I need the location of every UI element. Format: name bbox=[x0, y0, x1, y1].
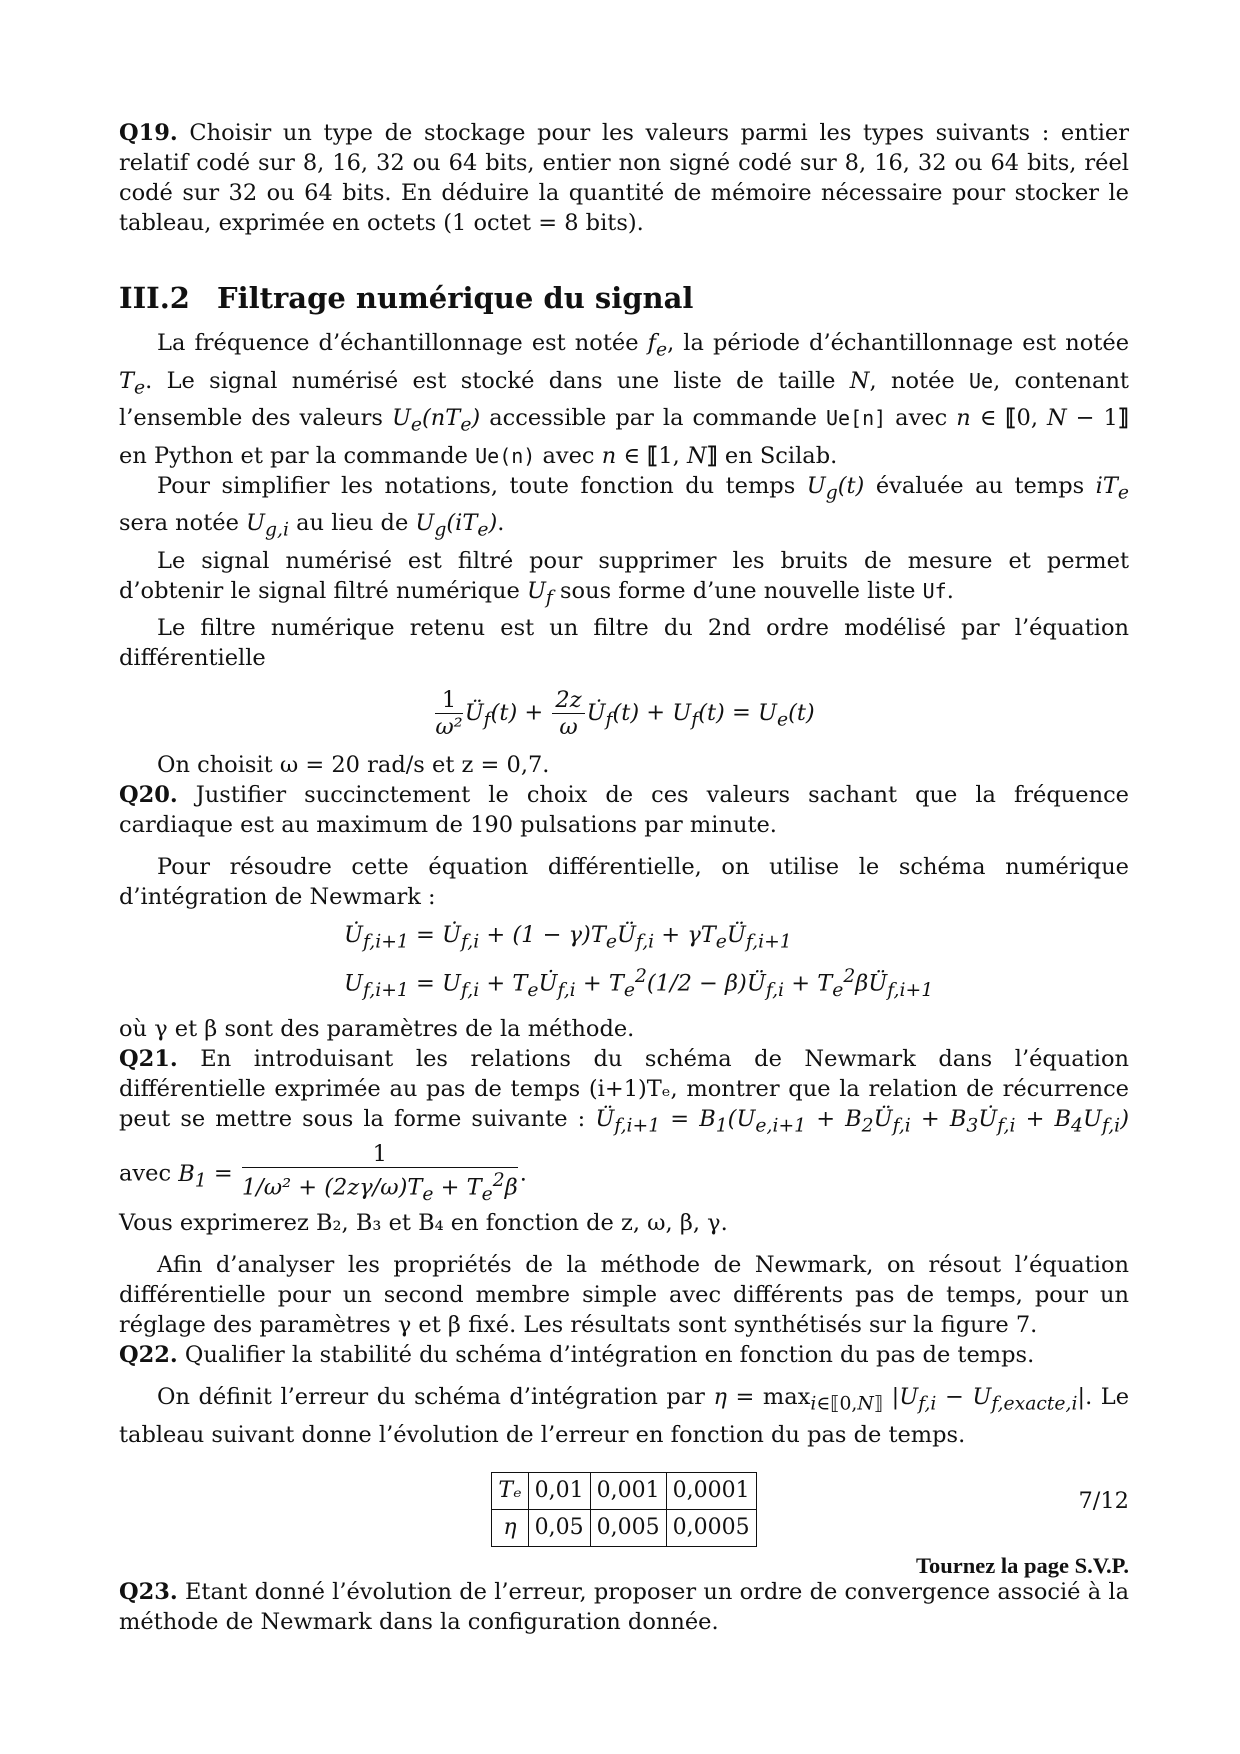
text-run: , notée bbox=[869, 367, 969, 394]
code-ue: Ue bbox=[968, 368, 994, 393]
text-run: au lieu de bbox=[288, 510, 416, 536]
newmark-scheme: $U̇_{f,i+1}$ = $U̇_{f,i} + (1$ − $\gamma)T_eÜ_{f,i}$ + $\gamma T_eÜ_{f,i+1}$ $U_{f,i+1} = U_{f,i}$ + $T_eU̇_{f,i} + T_e^2(1/2$ − $\beta)Ü_{f,i}$ + $T_e^2\beta Ü_{f,i+1}$ bbox=[344, 922, 934, 1001]
text-run: . bbox=[946, 577, 954, 604]
section-title: Filtrage numérique du signal bbox=[217, 281, 694, 315]
question-label: Q22. bbox=[119, 1342, 178, 1368]
section-heading bbox=[119, 278, 1129, 318]
text-run: Le signal numérisé est filtré pour supprimer les bruits de mesure et permet d’obtenir le signal filtré numérique bbox=[119, 547, 1129, 604]
code-uf: Uf bbox=[922, 578, 947, 603]
text-run: en Python et par la commande bbox=[119, 442, 476, 469]
text-run: Pour simplifier les notations, toute fonction du temps bbox=[157, 472, 807, 499]
question-19 bbox=[119, 118, 1129, 238]
page-number: 7/12 bbox=[1078, 1488, 1129, 1514]
text-run: sous forme d’une nouvelle liste bbox=[552, 577, 923, 604]
paragraph-newmark: Pour résoudre cette équation différentielle, on utilise le schéma numérique d’intégration de Newmark : bbox=[119, 854, 1129, 910]
text-run: On définit l’erreur du schéma d’intégration par bbox=[157, 1384, 714, 1410]
question-label: Q21. bbox=[119, 1045, 178, 1072]
question-label: Q23. bbox=[119, 1578, 178, 1605]
text-run: accessible par la commande bbox=[480, 405, 826, 431]
row-header: η bbox=[492, 1509, 528, 1546]
code-ue-scilab: Ue(n) bbox=[475, 443, 536, 468]
paragraph-filtering: Le signal numérisé est filtré pour supprimer les bruits de mesure et permet d’obtenir le signal filtré numérique $U_f$ sous forme d’une nouvelle liste Uf. bbox=[119, 547, 1129, 608]
parameter-choice: On choisit ω = 20 rad/s et z = 0,7. bbox=[157, 752, 550, 778]
differential-equation: $\frac{1}{\text{ω²}}$ $Ü_f(t)$ + $\frac{2z}{\omega}$ $U̇_f(t) + U_f(t) = U_e(t)$ bbox=[435, 687, 815, 740]
table-row bbox=[492, 1509, 756, 1546]
paragraph-notation: Pour simplifier les notations, toute fonction du temps $U_g(t)$ évaluée au temps $iT_e$ sera notée $U_{g,i}$ au lieu de $U_g(iT_e)$. bbox=[119, 472, 1129, 541]
text-run: avec bbox=[119, 1160, 179, 1187]
table-cell: 0,0005 bbox=[666, 1509, 756, 1546]
text-run: évaluée au temps bbox=[864, 472, 1096, 499]
question-text: Etant donné l’évolution de l’erreur, proposer un ordre de convergence associé à la méthode de Newmark dans la configuration donnée. bbox=[119, 1578, 1129, 1635]
question-21-expectation: Vous exprimerez B₂, B₃ et B₄ en fonction de z, ω, β, γ. bbox=[119, 1210, 728, 1236]
error-table bbox=[491, 1472, 756, 1547]
table-cell: 0,0001 bbox=[666, 1472, 756, 1509]
table-cell: 0,05 bbox=[528, 1509, 590, 1546]
text-run: avec bbox=[535, 442, 602, 469]
text-run: avec bbox=[886, 405, 957, 431]
table-cell: 0,01 bbox=[528, 1472, 590, 1509]
page-content bbox=[119, 118, 1129, 1637]
row-header: Tₑ bbox=[492, 1472, 528, 1509]
question-label: Q20. bbox=[119, 782, 178, 808]
question-text: Choisir un type de stockage pour les valeurs parmi les types suivants : entier relatif codé sur 8, 16, 32 ou 64 bits, entier non signé codé sur 8, 16, 32 ou 64 bits, réel codé sur 32 ou 64 bits. En déduire la quantité de mémoire nécessaire pour stocker le tableau, exprimée en octets (1 octet = 8 bits). bbox=[119, 120, 1129, 236]
text-run: , contenant l’ensemble des valeurs bbox=[119, 367, 1129, 431]
question-22 bbox=[119, 1340, 1129, 1370]
text-run: sera notée bbox=[119, 510, 247, 536]
table-row bbox=[492, 1472, 756, 1509]
paragraph-parameters: où γ et β sont des paramètres de la méthode. bbox=[119, 1015, 635, 1042]
question-text: En introduisant les relations du schéma de Newmark dans l’équation différentielle exprimée au pas de temps (i+1)Tₑ, montrer que la relation de récurrence peut se mettre sous la forme suivante : bbox=[119, 1045, 1129, 1132]
paragraph-error-definition: On définit l’erreur du schéma d’intégration par $\eta = \max_{i\in⟦0,N⟧} |U_{f,i} - U_{f,exacte,i}|$. Le tableau suivant donne l’évolution de l’erreur en fonction du pas de temps. bbox=[119, 1384, 1130, 1448]
text-run: La fréquence d’échantillonnage est notée bbox=[157, 330, 648, 356]
paragraph-sampling: La fréquence d’échantillonnage est notée $f_e$, la période d’échantillonnage est notée $T_e$. Le signal numérisé est stocké dans une liste de taille N, notée Ue, contenant l’ensemble des valeurs $U_e(nT_e)$ accessible par la commande Ue[n] avec n ∈ ⟦0, N − 1⟧ en Python et par la commande Ue(n) avec n ∈ ⟦1, N⟧ en Scilab. bbox=[119, 330, 1130, 469]
footer-turn-page: Tournez la page S.V.P. bbox=[916, 1553, 1129, 1578]
table-cell: 0,001 bbox=[590, 1472, 666, 1509]
paragraph-filter-model: Le filtre numérique retenu est un filtre du 2nd ordre modélisé par l’équation différentielle bbox=[119, 615, 1129, 671]
code-ue-python: Ue[n] bbox=[825, 406, 887, 430]
question-label: Q19. bbox=[119, 120, 178, 146]
text-run: en Scilab. bbox=[717, 442, 838, 469]
text-run: . Le signal numérisé est stocké dans une liste de taille bbox=[145, 367, 850, 394]
text-run: . bbox=[497, 510, 505, 536]
question-text: Justifier succinctement le choix de ces valeurs sachant que la fréquence cardiaque est au maximum de 190 pulsations par minute. bbox=[119, 782, 1129, 838]
table-cell: 0,005 bbox=[590, 1509, 666, 1546]
question-text: Qualifier la stabilité du schéma d’intégration en fonction du pas de temps. bbox=[177, 1342, 1035, 1368]
question-23 bbox=[119, 1577, 1129, 1637]
paragraph-stability: Afin d’analyser les propriétés de la méthode de Newmark, on résout l’équation différentielle pour un second membre simple avec différents pas de temps, pour un réglage des paramètres γ et β fixé. Les résultats sont synthétisés sur la figure 7. bbox=[119, 1252, 1129, 1338]
text-run: . Le tableau suivant donne l’évolution de l’erreur en fonction du pas de temps. bbox=[119, 1384, 1130, 1448]
section-number: III.2 bbox=[119, 281, 190, 315]
question-21: Q21. En introduisant les relations du schéma de Newmark dans l’équation différentielle exprimée au pas de temps (i+1)Tₑ, montrer que la relation de récurrence peut se mettre sous la forme suivante : $Ü_{f,i+1} = B_1(U_{e,i+1}$ + $B_2Ü_{f,i}$ + $B_3U̇_{f,i} + B_4U_{f,i}$) avec $B_1$ = $\frac{1}{1/\omega^2 + (2z\gamma/\omega)T_e + T_e^2\beta}$ . bbox=[119, 1045, 1129, 1205]
question-20 bbox=[119, 780, 1129, 840]
text-run: , la période d’échantillonnage est notée bbox=[667, 330, 1130, 356]
